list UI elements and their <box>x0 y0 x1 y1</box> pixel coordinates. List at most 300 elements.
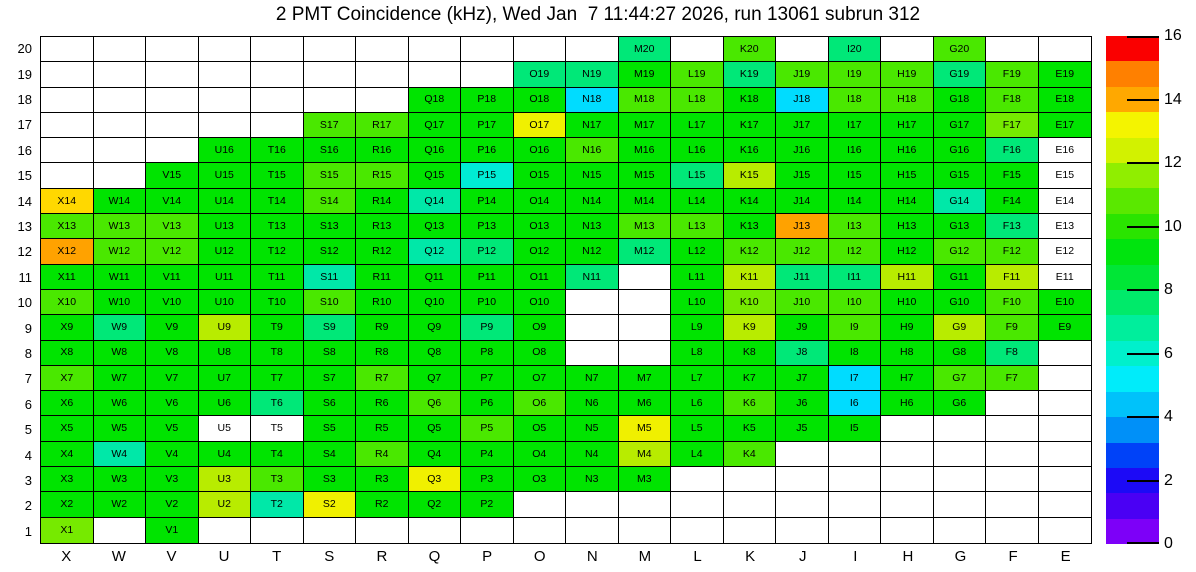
col-label-I: I <box>853 548 858 565</box>
cell-P19 <box>461 62 514 87</box>
cell-F3 <box>986 467 1039 492</box>
cell-L5: L5 <box>671 416 724 441</box>
cell-P3: P3 <box>461 467 514 492</box>
colorbar-tick-2 <box>1127 480 1159 482</box>
cell-F5 <box>986 416 1039 441</box>
cell-V19 <box>146 62 199 87</box>
cell-V5: V5 <box>146 416 199 441</box>
cell-Q7: Q7 <box>409 366 462 391</box>
cell-I2 <box>829 492 882 517</box>
cell-R11: R11 <box>356 265 409 290</box>
cell-S1 <box>304 518 357 543</box>
colorbar-tick-12 <box>1127 162 1159 164</box>
col-label-S: S <box>324 548 335 565</box>
cell-U4: U4 <box>199 442 252 467</box>
cell-K9: K9 <box>724 315 777 340</box>
cell-K15: K15 <box>724 163 777 188</box>
cell-I13: I13 <box>829 214 882 239</box>
cell-I5: I5 <box>829 416 882 441</box>
cell-N11: N11 <box>566 265 619 290</box>
cell-U14: U14 <box>199 189 252 214</box>
col-label-W: W <box>111 548 126 565</box>
cell-E20 <box>1039 37 1092 62</box>
cell-H19: H19 <box>881 62 934 87</box>
row-label-15: 15 <box>17 168 32 184</box>
cell-O10: O10 <box>514 290 567 315</box>
cell-S4: S4 <box>304 442 357 467</box>
cell-K2 <box>724 492 777 517</box>
cell-S5: S5 <box>304 416 357 441</box>
cell-I3 <box>829 467 882 492</box>
colorbar-band <box>1106 61 1159 86</box>
col-label-K: K <box>745 548 756 565</box>
cell-X18 <box>41 88 94 113</box>
cell-I18: I18 <box>829 88 882 113</box>
cell-T8: T8 <box>251 341 304 366</box>
cell-M9 <box>619 315 672 340</box>
cell-K10: K10 <box>724 290 777 315</box>
heatmap-grid <box>40 36 1092 544</box>
colorbar-band <box>1106 112 1159 137</box>
cell-S20 <box>304 37 357 62</box>
cell-T14: T14 <box>251 189 304 214</box>
colorbar-band <box>1106 493 1159 518</box>
cell-T16: T16 <box>251 138 304 163</box>
colorbar-band <box>1106 443 1159 468</box>
cell-K14: K14 <box>724 189 777 214</box>
colorbar-tick-label-2: 2 <box>1164 471 1173 489</box>
cell-E3 <box>1039 467 1092 492</box>
cell-R12: R12 <box>356 239 409 264</box>
cell-V13: V13 <box>146 214 199 239</box>
cell-T15: T15 <box>251 163 304 188</box>
cell-K5: K5 <box>724 416 777 441</box>
cell-I17: I17 <box>829 113 882 138</box>
cell-G18: G18 <box>934 88 987 113</box>
cell-Q18: Q18 <box>409 88 462 113</box>
cell-K3 <box>724 467 777 492</box>
cell-P12: P12 <box>461 239 514 264</box>
cell-P7: P7 <box>461 366 514 391</box>
cell-W17 <box>94 113 147 138</box>
cell-M10 <box>619 290 672 315</box>
cell-O6: O6 <box>514 391 567 416</box>
col-label-X: X <box>61 548 72 565</box>
colorbar-band <box>1106 519 1159 544</box>
cell-E14: E14 <box>1039 189 1092 214</box>
cell-T1 <box>251 518 304 543</box>
cell-F15: F15 <box>986 163 1039 188</box>
cell-S19 <box>304 62 357 87</box>
cell-F1 <box>986 518 1039 543</box>
colorbar-tick-6 <box>1127 353 1159 355</box>
cell-F7: F7 <box>986 366 1039 391</box>
cell-S10: S10 <box>304 290 357 315</box>
cell-U7: U7 <box>199 366 252 391</box>
cell-N9 <box>566 315 619 340</box>
cell-O16: O16 <box>514 138 567 163</box>
cell-U15: U15 <box>199 163 252 188</box>
cell-V10: V10 <box>146 290 199 315</box>
cell-K11: K11 <box>724 265 777 290</box>
cell-Q3: Q3 <box>409 467 462 492</box>
cell-M5: M5 <box>619 416 672 441</box>
row-label-9: 9 <box>24 320 32 336</box>
cell-U3: U3 <box>199 467 252 492</box>
cell-H15: H15 <box>881 163 934 188</box>
cell-P18: P18 <box>461 88 514 113</box>
cell-F2 <box>986 492 1039 517</box>
cell-X3: X3 <box>41 467 94 492</box>
cell-H11: H11 <box>881 265 934 290</box>
cell-J16: J16 <box>776 138 829 163</box>
cell-W3: W3 <box>94 467 147 492</box>
cell-X20 <box>41 37 94 62</box>
cell-V6: V6 <box>146 391 199 416</box>
cell-X19 <box>41 62 94 87</box>
cell-M15: M15 <box>619 163 672 188</box>
col-label-O: O <box>533 548 546 565</box>
colorbar-tick-14 <box>1127 99 1159 101</box>
cell-R13: R13 <box>356 214 409 239</box>
cell-G5 <box>934 416 987 441</box>
cell-T4: T4 <box>251 442 304 467</box>
col-label-R: R <box>376 548 388 565</box>
cell-Q4: Q4 <box>409 442 462 467</box>
col-label-P: P <box>482 548 493 565</box>
cell-J1 <box>776 518 829 543</box>
cell-O18: O18 <box>514 88 567 113</box>
cell-F20 <box>986 37 1039 62</box>
cell-M6: M6 <box>619 391 672 416</box>
cell-J18: J18 <box>776 88 829 113</box>
cell-U6: U6 <box>199 391 252 416</box>
cell-U13: U13 <box>199 214 252 239</box>
cell-U16: U16 <box>199 138 252 163</box>
cell-N1 <box>566 518 619 543</box>
cell-T18 <box>251 88 304 113</box>
cell-F13: F13 <box>986 214 1039 239</box>
cell-E12: E12 <box>1039 239 1092 264</box>
cell-X7: X7 <box>41 366 94 391</box>
colorbar-tick-4 <box>1127 416 1159 418</box>
cell-R6: R6 <box>356 391 409 416</box>
col-label-F: F <box>1008 548 1018 565</box>
cell-R5: R5 <box>356 416 409 441</box>
cell-N14: N14 <box>566 189 619 214</box>
cell-G1 <box>934 518 987 543</box>
cell-J17: J17 <box>776 113 829 138</box>
cell-O4: O4 <box>514 442 567 467</box>
row-label-3: 3 <box>24 472 32 488</box>
cell-M20: M20 <box>619 37 672 62</box>
cell-R16: R16 <box>356 138 409 163</box>
cell-G20: G20 <box>934 37 987 62</box>
cell-X10: X10 <box>41 290 94 315</box>
cell-L15: L15 <box>671 163 724 188</box>
cell-W4: W4 <box>94 442 147 467</box>
row-label-5: 5 <box>24 422 32 438</box>
col-label-L: L <box>693 548 702 565</box>
cell-M19: M19 <box>619 62 672 87</box>
cell-Q5: Q5 <box>409 416 462 441</box>
row-label-12: 12 <box>17 244 32 260</box>
row-label-2: 2 <box>24 498 32 514</box>
colorbar-band <box>1106 315 1159 340</box>
cell-G3 <box>934 467 987 492</box>
row-label-1: 1 <box>24 523 32 539</box>
cell-J15: J15 <box>776 163 829 188</box>
cell-L9: L9 <box>671 315 724 340</box>
cell-O1 <box>514 518 567 543</box>
cell-K19: K19 <box>724 62 777 87</box>
cell-F18: F18 <box>986 88 1039 113</box>
cell-Q16: Q16 <box>409 138 462 163</box>
cell-H1 <box>881 518 934 543</box>
cell-L3 <box>671 467 724 492</box>
cell-P9: P9 <box>461 315 514 340</box>
colorbar-band <box>1106 366 1159 391</box>
cell-R19 <box>356 62 409 87</box>
cell-T20 <box>251 37 304 62</box>
colorbar-band <box>1106 392 1159 417</box>
cell-O5: O5 <box>514 416 567 441</box>
cell-I14: I14 <box>829 189 882 214</box>
cell-O12: O12 <box>514 239 567 264</box>
cell-T3: T3 <box>251 467 304 492</box>
cell-P6: P6 <box>461 391 514 416</box>
cell-T2: T2 <box>251 492 304 517</box>
cell-W20 <box>94 37 147 62</box>
cell-O14: O14 <box>514 189 567 214</box>
cell-M2 <box>619 492 672 517</box>
cell-E5 <box>1039 416 1092 441</box>
cell-R1 <box>356 518 409 543</box>
cell-F14: F14 <box>986 189 1039 214</box>
cell-N16: N16 <box>566 138 619 163</box>
cell-F8: F8 <box>986 341 1039 366</box>
cell-K13: K13 <box>724 214 777 239</box>
col-label-G: G <box>954 548 967 565</box>
row-label-20: 20 <box>17 41 32 57</box>
colorbar-band <box>1106 36 1159 61</box>
col-label-V: V <box>166 548 177 565</box>
cell-S13: S13 <box>304 214 357 239</box>
cell-L6: L6 <box>671 391 724 416</box>
cell-T10: T10 <box>251 290 304 315</box>
cell-L1 <box>671 518 724 543</box>
cell-X11: X11 <box>41 265 94 290</box>
cell-Q1 <box>409 518 462 543</box>
cell-W7: W7 <box>94 366 147 391</box>
cell-J6: J6 <box>776 391 829 416</box>
cell-K4: K4 <box>724 442 777 467</box>
cell-W11: W11 <box>94 265 147 290</box>
cell-H5 <box>881 416 934 441</box>
cell-U18 <box>199 88 252 113</box>
cell-H14: H14 <box>881 189 934 214</box>
cell-J2 <box>776 492 829 517</box>
cell-X2: X2 <box>41 492 94 517</box>
cell-H12: H12 <box>881 239 934 264</box>
cell-M17: M17 <box>619 113 672 138</box>
cell-X15 <box>41 163 94 188</box>
cell-E7 <box>1039 366 1092 391</box>
cell-R10: R10 <box>356 290 409 315</box>
cell-E4 <box>1039 442 1092 467</box>
cell-Q12: Q12 <box>409 239 462 264</box>
cell-U11: U11 <box>199 265 252 290</box>
cell-I15: I15 <box>829 163 882 188</box>
cell-R7: R7 <box>356 366 409 391</box>
colorbar-tick-label-10: 10 <box>1164 217 1182 235</box>
cell-F16: F16 <box>986 138 1039 163</box>
cell-P20 <box>461 37 514 62</box>
cell-V11: V11 <box>146 265 199 290</box>
row-label-19: 19 <box>17 66 32 82</box>
cell-U17 <box>199 113 252 138</box>
cell-G11: G11 <box>934 265 987 290</box>
cell-Q8: Q8 <box>409 341 462 366</box>
cell-M1 <box>619 518 672 543</box>
cell-W15 <box>94 163 147 188</box>
cell-T12: T12 <box>251 239 304 264</box>
cell-N17: N17 <box>566 113 619 138</box>
col-label-Q: Q <box>428 548 441 565</box>
cell-X16 <box>41 138 94 163</box>
cell-Q17: Q17 <box>409 113 462 138</box>
cell-P8: P8 <box>461 341 514 366</box>
cell-T6: T6 <box>251 391 304 416</box>
col-label-U: U <box>218 548 230 565</box>
cell-O17: O17 <box>514 113 567 138</box>
cell-V1: V1 <box>146 518 199 543</box>
cell-L14: L14 <box>671 189 724 214</box>
cell-X1: X1 <box>41 518 94 543</box>
cell-M13: M13 <box>619 214 672 239</box>
row-label-7: 7 <box>24 371 32 387</box>
cell-N8 <box>566 341 619 366</box>
cell-F17: F17 <box>986 113 1039 138</box>
cell-R15: R15 <box>356 163 409 188</box>
colorbar-tick-0 <box>1127 542 1159 544</box>
cell-I4 <box>829 442 882 467</box>
cell-E9: E9 <box>1039 315 1092 340</box>
cell-H8: H8 <box>881 341 934 366</box>
cell-Q13: Q13 <box>409 214 462 239</box>
cell-G13: G13 <box>934 214 987 239</box>
cell-P5: P5 <box>461 416 514 441</box>
colorbar-tick-label-12: 12 <box>1164 154 1182 171</box>
cell-N19: N19 <box>566 62 619 87</box>
cell-M12: M12 <box>619 239 672 264</box>
cell-L20 <box>671 37 724 62</box>
col-label-T: T <box>272 548 282 565</box>
cell-U20 <box>199 37 252 62</box>
cell-G8: G8 <box>934 341 987 366</box>
cell-L11: L11 <box>671 265 724 290</box>
cell-V15: V15 <box>146 163 199 188</box>
cell-W18 <box>94 88 147 113</box>
cell-K20: K20 <box>724 37 777 62</box>
col-label-J: J <box>798 548 807 565</box>
colorbar-tick-label-14: 14 <box>1164 90 1182 108</box>
cell-J19: J19 <box>776 62 829 87</box>
cell-O11: O11 <box>514 265 567 290</box>
cell-P10: P10 <box>461 290 514 315</box>
cell-S2: S2 <box>304 492 357 517</box>
colorbar-tick-16 <box>1127 36 1159 38</box>
cell-Q6: Q6 <box>409 391 462 416</box>
cell-X6: X6 <box>41 391 94 416</box>
cell-W12: W12 <box>94 239 147 264</box>
cell-M18: M18 <box>619 88 672 113</box>
cell-E15: E15 <box>1039 163 1092 188</box>
cell-H20 <box>881 37 934 62</box>
cell-X12: X12 <box>41 239 94 264</box>
colorbar-tick-8 <box>1127 289 1159 291</box>
cell-Q2: Q2 <box>409 492 462 517</box>
cell-K17: K17 <box>724 113 777 138</box>
cell-W14: W14 <box>94 189 147 214</box>
cell-L8: L8 <box>671 341 724 366</box>
cell-L7: L7 <box>671 366 724 391</box>
cell-W10: W10 <box>94 290 147 315</box>
cell-H2 <box>881 492 934 517</box>
cell-X17 <box>41 113 94 138</box>
cell-V2: V2 <box>146 492 199 517</box>
cell-N10 <box>566 290 619 315</box>
cell-W2: W2 <box>94 492 147 517</box>
cell-H18: H18 <box>881 88 934 113</box>
cell-N20 <box>566 37 619 62</box>
colorbar-band <box>1106 138 1159 163</box>
cell-S16: S16 <box>304 138 357 163</box>
cell-H10: H10 <box>881 290 934 315</box>
cell-J7: J7 <box>776 366 829 391</box>
cell-U2: U2 <box>199 492 252 517</box>
cell-E13: E13 <box>1039 214 1092 239</box>
colorbar-band <box>1106 290 1159 315</box>
col-label-H: H <box>902 548 914 565</box>
cell-R18 <box>356 88 409 113</box>
cell-S8: S8 <box>304 341 357 366</box>
cell-U10: U10 <box>199 290 252 315</box>
colorbar-tick-label-6: 6 <box>1164 344 1173 362</box>
cell-W1 <box>94 518 147 543</box>
cell-O13: O13 <box>514 214 567 239</box>
cell-V16 <box>146 138 199 163</box>
cell-N18: N18 <box>566 88 619 113</box>
cell-I6: I6 <box>829 391 882 416</box>
cell-H7: H7 <box>881 366 934 391</box>
cell-S14: S14 <box>304 189 357 214</box>
cell-E2 <box>1039 492 1092 517</box>
cell-L17: L17 <box>671 113 724 138</box>
cell-Q9: Q9 <box>409 315 462 340</box>
cell-I1 <box>829 518 882 543</box>
cell-J11: J11 <box>776 265 829 290</box>
cell-P1 <box>461 518 514 543</box>
cell-J5: J5 <box>776 416 829 441</box>
cell-R2: R2 <box>356 492 409 517</box>
col-label-M: M <box>638 548 652 565</box>
cell-K6: K6 <box>724 391 777 416</box>
cell-V18 <box>146 88 199 113</box>
cell-O19: O19 <box>514 62 567 87</box>
cell-E8 <box>1039 341 1092 366</box>
cell-L16: L16 <box>671 138 724 163</box>
